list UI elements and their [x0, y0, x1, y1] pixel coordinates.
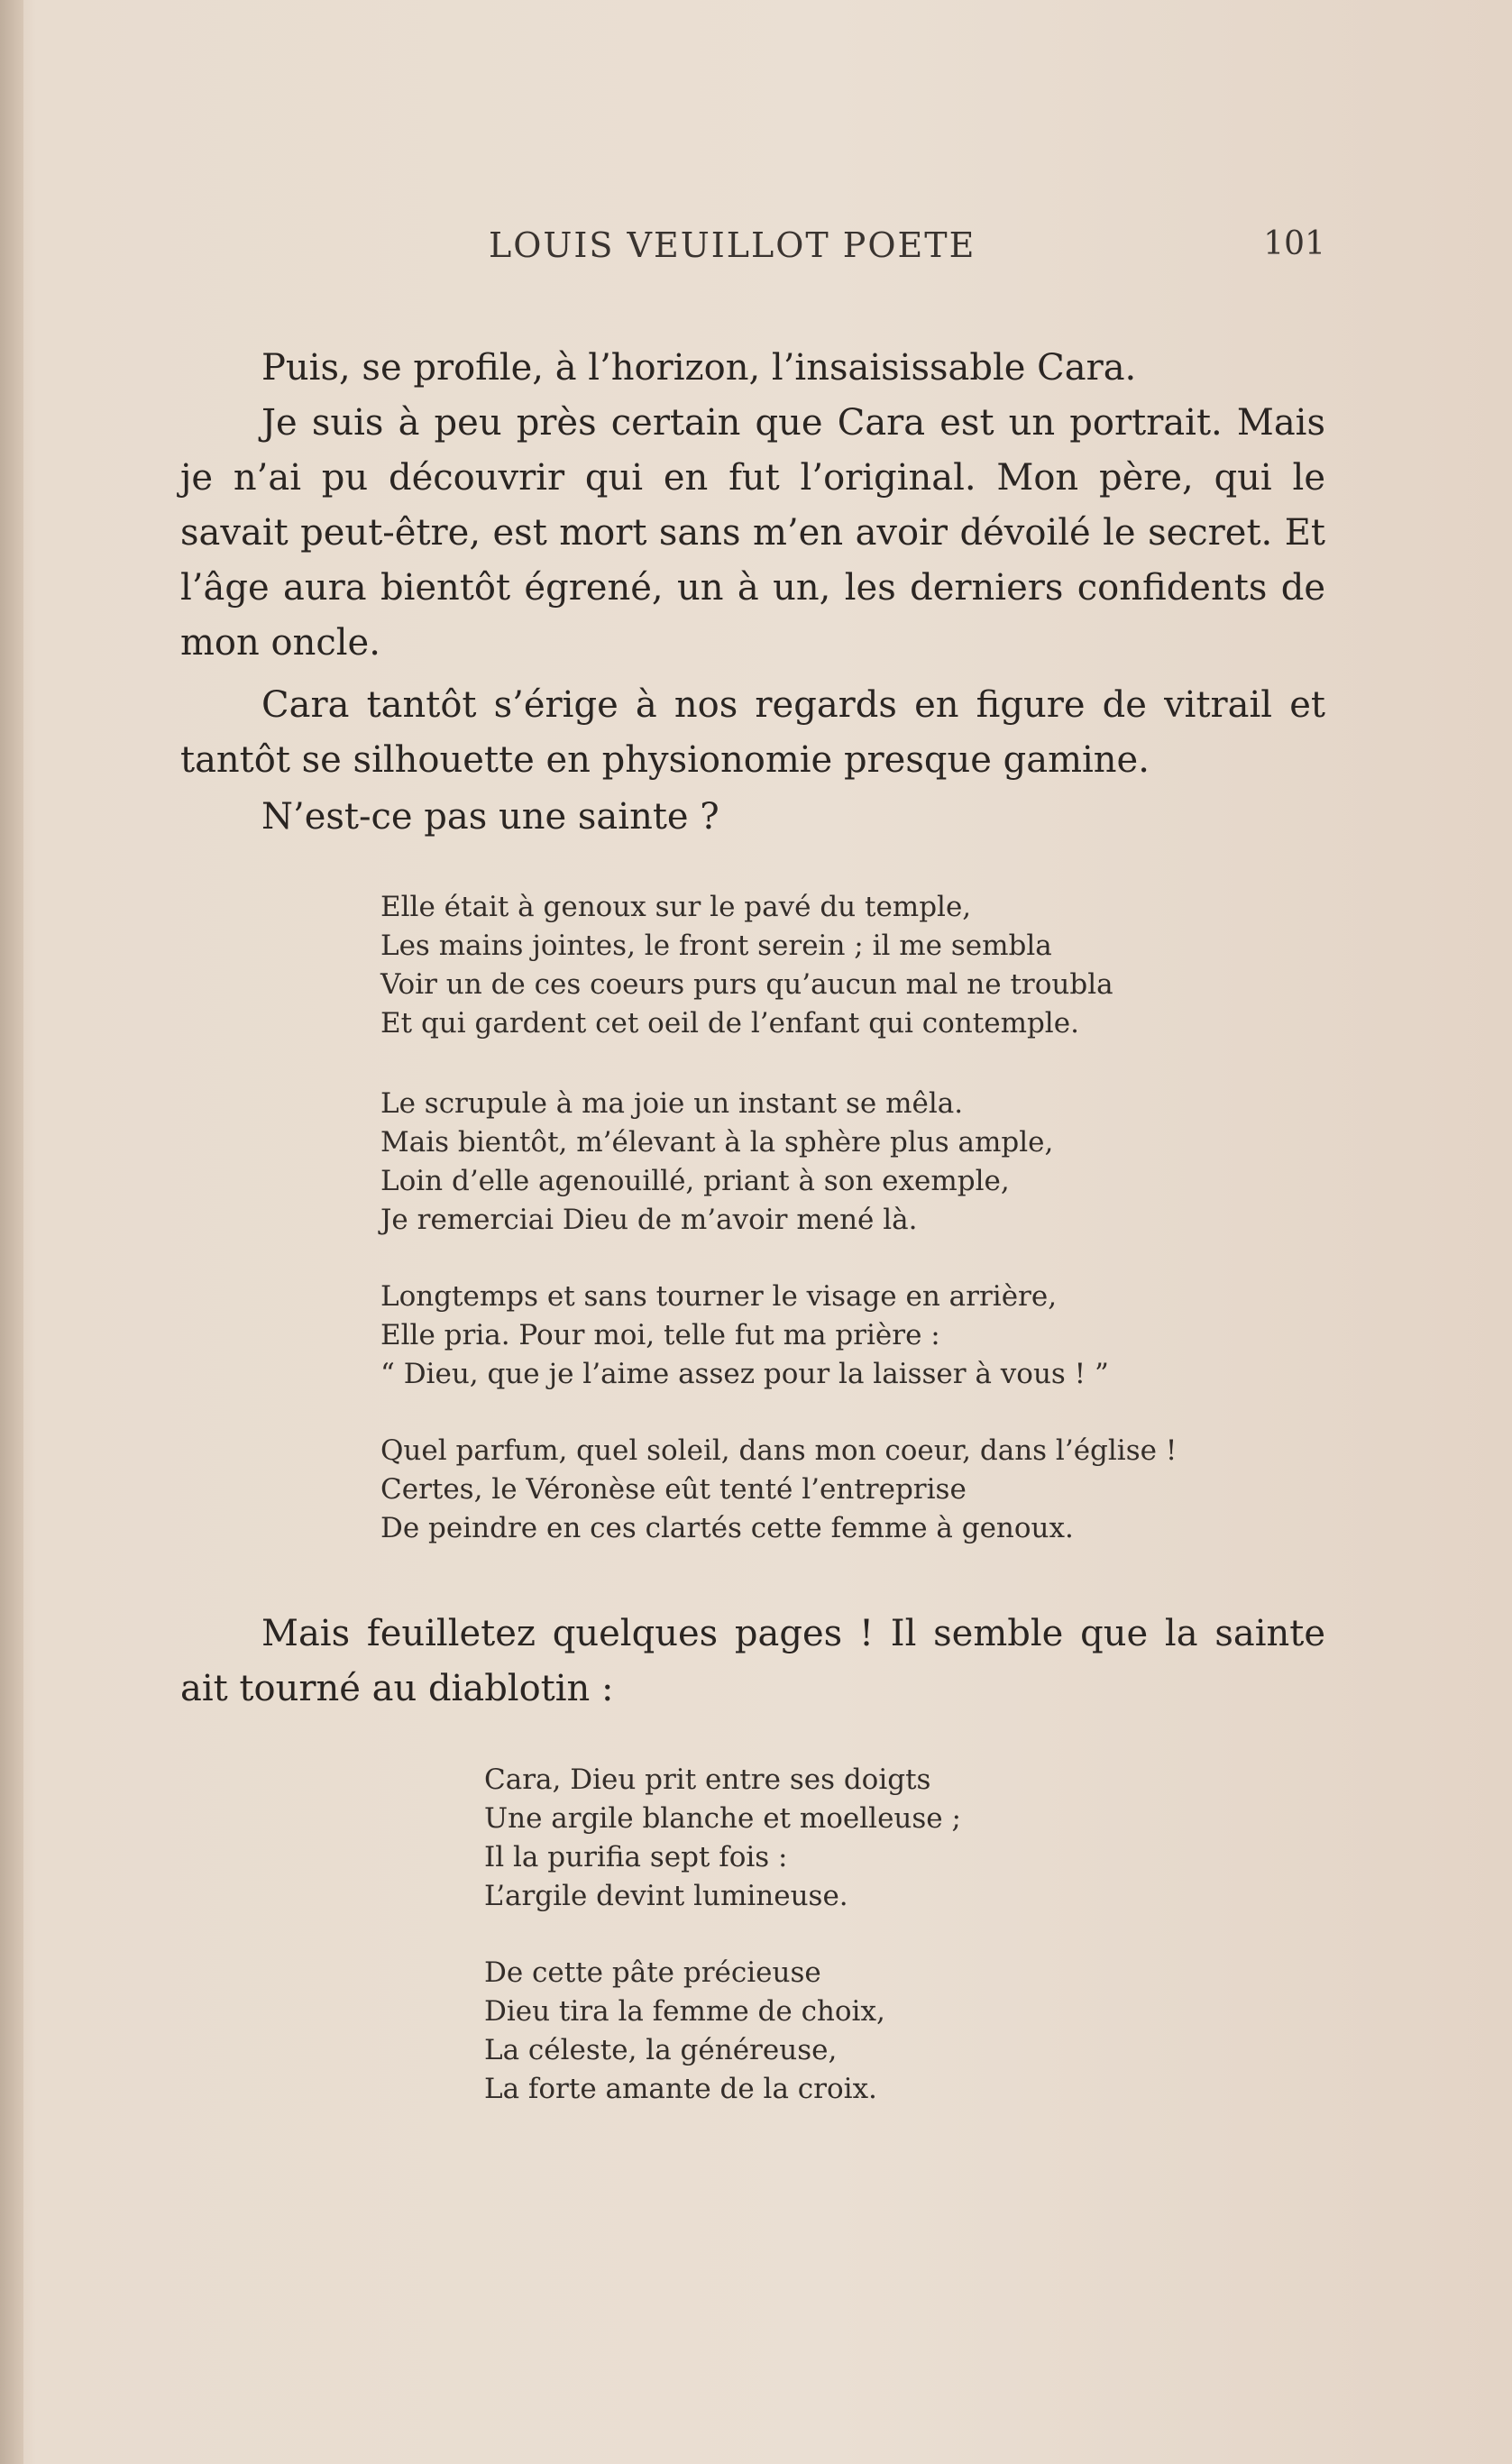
verse-line: Quel parfum, quel soleil, dans mon coeur, dans l’église !: [380, 1434, 1178, 1467]
verse-line: De peindre en ces clartés cette femme à genoux.: [380, 1512, 1074, 1544]
page-header: [180, 225, 1325, 270]
poem2-stanza-2: [484, 1954, 885, 2109]
paragraph-1: Puis, se profile, à l’horizon, l’insaisissable Cara.: [261, 347, 1137, 389]
poem1-stanza-4: [380, 1432, 1177, 1548]
verse-line: “ Dieu, que je l’aime assez pour la laisser à vous ! ”: [380, 1358, 1109, 1390]
verse-line: L’argile devint lumineuse.: [484, 1880, 848, 1912]
verse-line: Voir un de ces coeurs purs qu’aucun mal ne troubla: [380, 968, 1113, 1001]
verse-line: La forte amante de la croix.: [484, 2073, 877, 2105]
verse-line: Certes, le Véronèse eût tenté l’entreprise: [380, 1473, 967, 1506]
paragraph-3: Cara tantôt s’érige à nos regards en figure de vitrail et tantôt se silhouette en physionomie presque gamine.: [180, 684, 1325, 781]
verse-line: De cette pâte précieuse: [484, 1956, 821, 1989]
poem1-stanza-1: [380, 888, 1113, 1043]
verse-line: Mais bientôt, m’élevant à la sphère plus ample,: [380, 1126, 1054, 1159]
verse-line: Les mains jointes, le front serein ; il me sembla: [380, 930, 1052, 962]
poem2-stanza-1: [484, 1761, 961, 1916]
verse-line: Je remerciai Dieu de m’avoir mené là.: [380, 1204, 918, 1236]
verse-line: Dieu tira la femme de choix,: [484, 1995, 885, 2028]
verse-line: Le scrupule à ma joie un instant se mêla.: [380, 1087, 964, 1120]
verse-line: Loin d’elle agenouillé, priant à son exemple,: [380, 1165, 1010, 1197]
paragraph-4: N’est-ce pas une sainte ?: [261, 796, 719, 838]
poem1-stanza-3: [380, 1278, 1109, 1394]
verse-line: Et qui gardent cet oeil de l’enfant qui contemple.: [380, 1007, 1079, 1040]
running-head: LOUIS VEUILLOT POETE: [489, 225, 976, 265]
verse-line: Elle pria. Pour moi, telle fut ma prière :: [380, 1319, 940, 1351]
verse-line: Il la purifia sept fois :: [484, 1841, 788, 1873]
page-number: 101: [1263, 225, 1325, 262]
verse-line: La céleste, la généreuse,: [484, 2034, 838, 2066]
verse-line: Longtemps et sans tourner le visage en arrière,: [380, 1280, 1058, 1313]
verse-line: Elle était à genoux sur le pavé du temple,: [380, 891, 972, 923]
poem1-stanza-2: [380, 1085, 1053, 1240]
verse-line: Cara, Dieu prit entre ses doigts: [484, 1763, 931, 1796]
paragraph-2: Je suis à peu près certain que Cara est un portrait. Mais je n’ai pu découvrir qui en fut l’original. Mon père, qui le savait peut-être, est mort sans m’en avoir dévoilé le secret. Et l’âge aura bientôt égrené, un à un, les derniers confidents de mon oncle.: [180, 402, 1325, 664]
paragraph-5: Mais feuilletez quelques pages ! Il semble que la sainte ait tourné au diablotin :: [180, 1613, 1325, 1709]
verse-line: Une argile blanche et moelleuse ;: [484, 1802, 961, 1835]
page-gutter: [0, 0, 23, 2464]
